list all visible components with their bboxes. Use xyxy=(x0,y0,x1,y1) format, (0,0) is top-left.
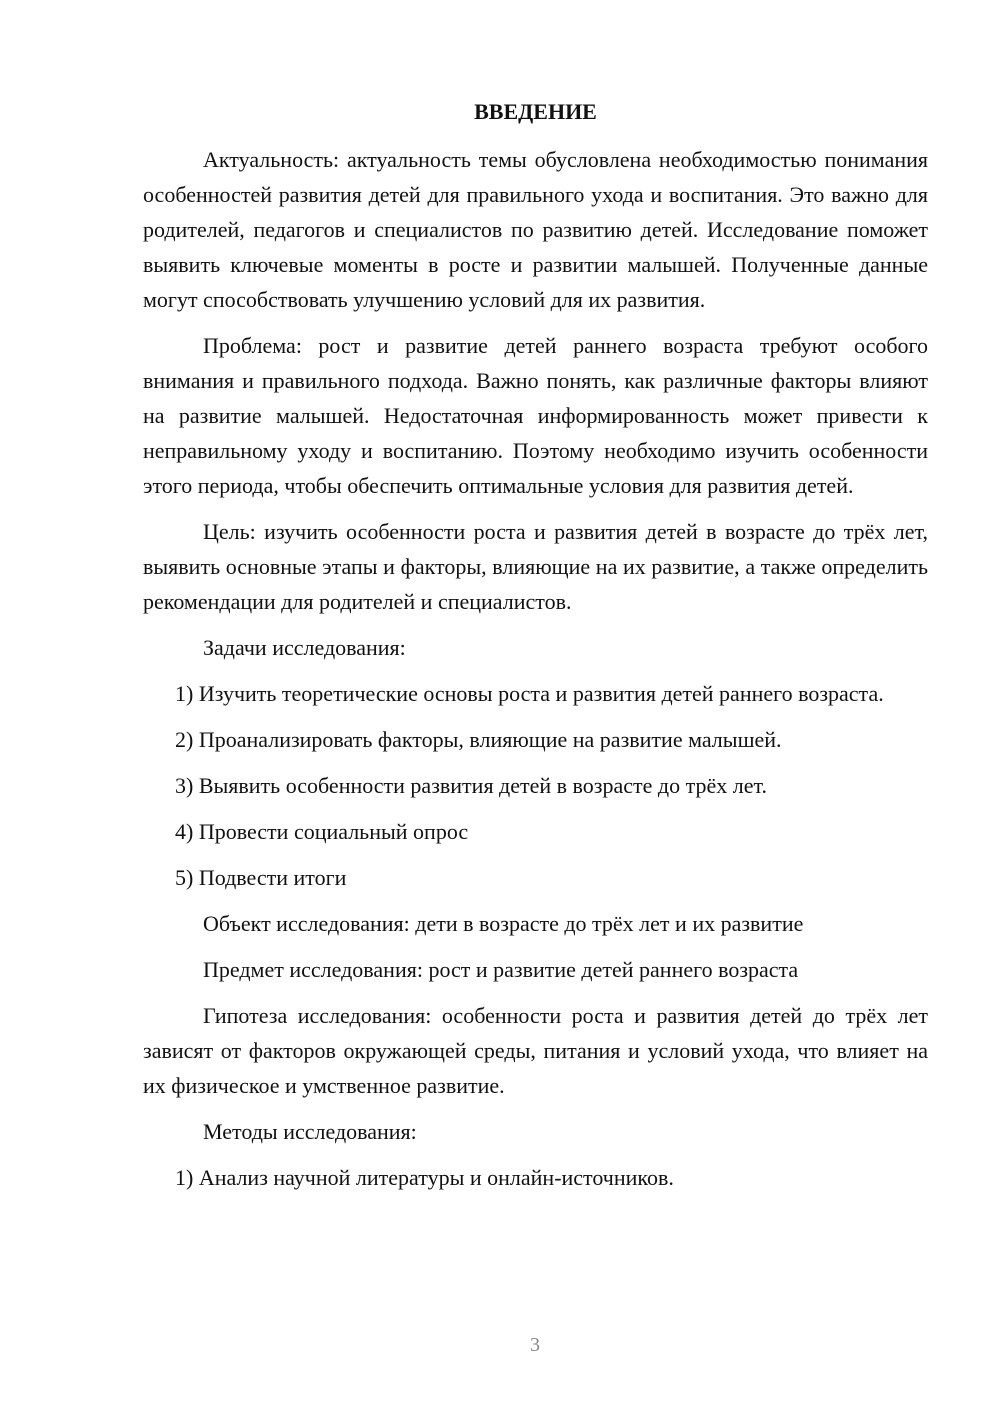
paragraph-goal: Цель: изучить особенности роста и развития детей в возрасте до трёх лет, выявить основные этапы и факторы, влияющие на их развитие, а также определить рекомендации для родителей и специалистов. xyxy=(143,519,928,614)
task-item-5: 5) Подвести итоги xyxy=(175,865,347,890)
task-item-1: 1) Изучить теоретические основы роста и развития детей раннего возраста. xyxy=(175,681,884,706)
method-item-1: 1) Анализ научной литературы и онлайн-источников. xyxy=(175,1165,674,1190)
paragraph-methods-heading: Методы исследования: xyxy=(203,1119,417,1144)
task-item-4: 4) Провести социальный опрос xyxy=(175,819,469,844)
paragraph-problem: Проблема: рост и развитие детей раннего возраста требуют особого внимания и правильного подхода. Важно понять, как различные факторы влияют на развитие малышей. Недостаточная информированность может привести к неправильному уходу и воспитанию. Поэтому необходимо изучить особенности этого периода, чтобы обеспечить оптимальные условия для развития детей. xyxy=(143,333,928,498)
task-item-2: 2) Проанализировать факторы, влияющие на развитие малышей. xyxy=(175,727,782,752)
section-title: ВВЕДЕНИЕ xyxy=(474,99,597,124)
page-number: 3 xyxy=(530,1334,540,1356)
paragraph-object: Объект исследования: дети в возрасте до трёх лет и их развитие xyxy=(203,911,804,936)
task-item-3: 3) Выявить особенности развития детей в возрасте до трёх лет. xyxy=(175,773,767,798)
paragraph-subject: Предмет исследования: рост и развитие детей раннего возраста xyxy=(203,957,799,982)
paragraph-relevance: Актуальность: актуальность темы обусловлена необходимостью понимания особенностей развития детей для правильного ухода и воспитания. Это важно для родителей, педагогов и специалистов по развитию детей. Исследование поможет выявить ключевые моменты в росте и развитии малышей. Полученные данные могут способствовать улучшению условий для их развития. xyxy=(143,147,928,312)
paragraph-hypothesis: Гипотеза исследования: особенности роста и развития детей до трёх лет зависят от факторов окружающей среды, питания и условий ухода, что влияет на их физическое и умственное развитие. xyxy=(143,1003,928,1098)
paragraph-tasks-heading: Задачи исследования: xyxy=(203,635,406,660)
document-page xyxy=(143,94,928,1206)
